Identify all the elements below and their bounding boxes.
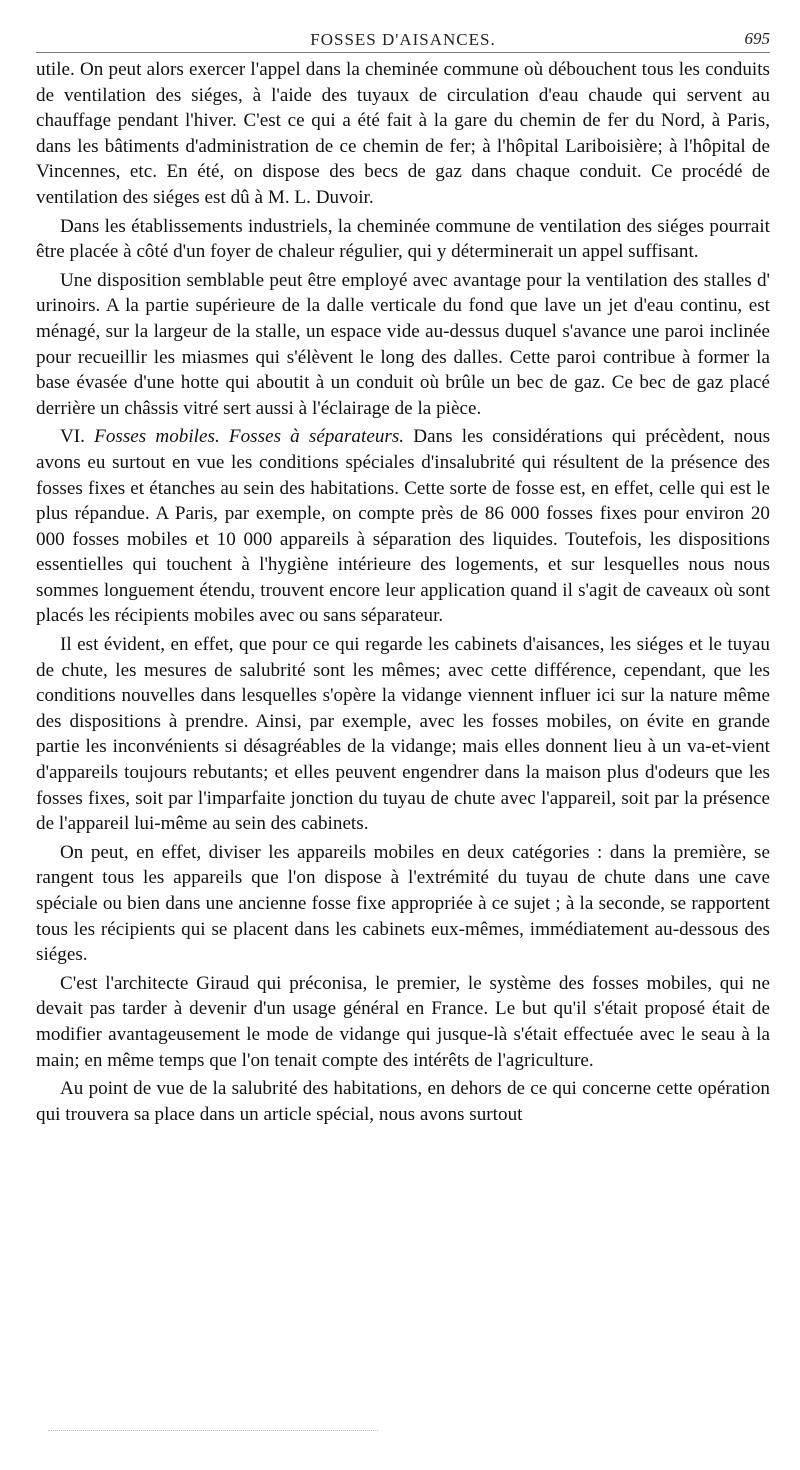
- page-number: 695: [744, 29, 770, 48]
- paragraph-7: C'est l'architecte Giraud qui préconisa, le premier, le système des fosses mobiles, qui ne devait pas tarder à devenir d'un usage général en France. Le but qu'il s'était proposé était de modifier avantageusement le mode de vidange qui jusque-là s'était effectuée avec le seau à la main; en même temps que l'on tenait compte des intérêts de l'agriculture.: [36, 972, 770, 1071]
- running-header: [36, 22, 770, 53]
- section-title-fosses-mobiles: Fosses mobiles.: [94, 426, 220, 448]
- section-title-fosses-separateurs: Fosses à séparateurs.: [228, 426, 405, 448]
- document-page: [36, 22, 770, 1442]
- paragraph-2: Dans les établissements industriels, la cheminée commune de ventilation des siéges pourrait être placée à côté d'un foyer de chaleur régulier, qui y déterminerait un appel suffisant.: [36, 215, 770, 263]
- paragraph-1: utile. On peut alors exercer l'appel dans la cheminée commune où débouchent tous les conduits de ventilation des siéges, à l'aide des tuyaux de circulation d'eau chaude qui servent au chauffage pendant l'hiver. C'est ce qui a été fait à la gare du chemin de fer du Nord, à Paris, dans les bâtiments d'administration de ce chemin de fer; à l'hôpital Lariboisière; à l'hôpital de Vincennes, etc. En été, on dispose des becs de gaz dans chaque conduit. Ce procédé de ventilation des siéges est dû à M. L. Duvoir.: [36, 59, 770, 208]
- section-number: VI.: [60, 426, 85, 448]
- section-paragraph-text: Dans les considérations qui précèdent, nous avons eu surtout en vue les conditions spéciales d'insalubrité qui résultent de la présence des fosses fixes et étanches au sein des habitations. Cette sorte de fosse est, en effet, celle qui est le plus répandue. A Paris, par exemple, on compte près de 86 000 fosses fixes pour environ 20 000 fosses mobiles et 10 000 appareils à séparation des liquides. Toutefois, les dispositions essentielles qui touchent à l'hygiène intérieure des logements, et sur lesquelles nous nous sommes longuement étendu, trouvent encore leur application quand il s'agit de caveaux où sont placés les récipients mobiles avec ou sans séparateur.: [36, 426, 771, 627]
- paragraph-8: Au point de vue de la salubrité des habitations, en dehors de ce qui concerne cette opération qui trouvera sa place dans un article spécial, nous avons surtout: [36, 1078, 770, 1125]
- body-text: [36, 57, 770, 1127]
- paragraph-5: Il est évident, en effet, que pour ce qui regarde les cabinets d'aisances, les siéges et le tuyau de chute, les mesures de salubrité sont les mêmes; avec cette différence, cependant, que les conditions nouvelles dans lesquelles s'opère la vidange viennent influer ici sur la nature même des dispositions à prendre. Ainsi, par exemple, avec les fosses mobiles, on évite en grande partie les inconvénients si désagréables de la vidange; mais elles donnent lieu à un va-et-vient d'appareils toujours rebutants; et elles peuvent engendrer dans la maison plus d'odeurs que les fosses fixes, soit par l'imparfaite jonction du tuyau de chute avec l'appareil, soit par la présence de l'appareil lui-même au sein des cabinets.: [36, 634, 770, 835]
- running-title: FOSSES D'AISANCES.: [310, 30, 496, 49]
- paragraph-4-section-vi: [36, 424, 770, 629]
- footer-dotted-rule: [48, 1430, 378, 1432]
- paragraph-6: On peut, en effet, diviser les appareils mobiles en deux catégories : dans la première, se rangent tous les appareils que l'on dispose à l'extrémité du tuyau de chute dans une cave spéciale ou bien dans une ancienne fosse fixe appropriée à ce sujet ; à la seconde, se rapportent tous les récipients qui se placent dans les cabinets eux-mêmes, immédiatement au-dessous des siéges.: [36, 841, 770, 966]
- paragraph-3: Une disposition semblable peut être employé avec avantage pour la ventilation des stalles d' urinoirs. A la partie supérieure de la dalle verticale du fond que lave un jet d'eau continu, est ménagé, sur la largeur de la stalle, un espace vide au-dessus duquel s'avance une paroi inclinée pour recueillir les miasmes qui s'élèvent le long des dalles. Cette paroi contribue à former la base évasée d'une hotte qui aboutit à un conduit où brûle un bec de gaz. Ce bec de gaz placé derrière un châssis vitré sert aussi à l'éclairage de la pièce.: [36, 269, 770, 419]
